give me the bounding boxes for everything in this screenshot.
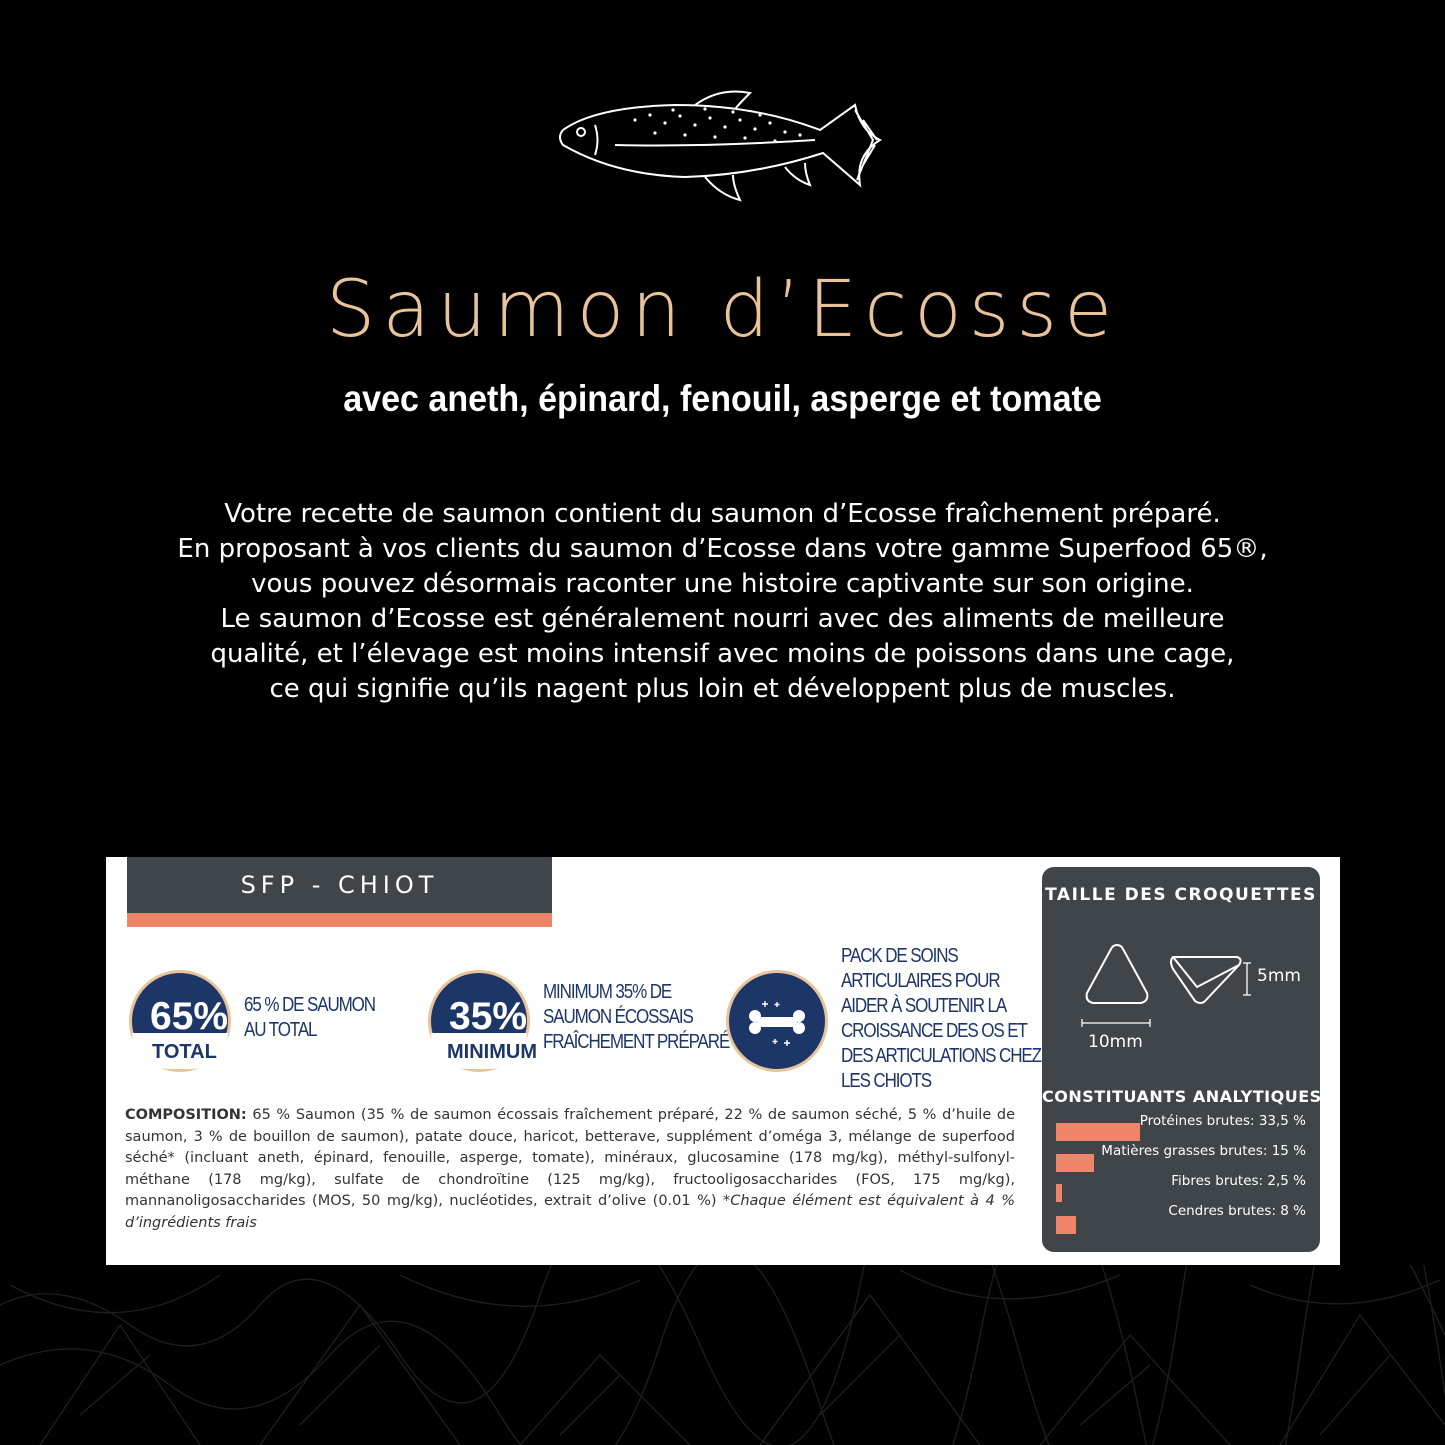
product-card bbox=[106, 857, 1340, 1265]
analytics-bar bbox=[1056, 1123, 1140, 1141]
page-title: Saumon d’Ecosse bbox=[325, 265, 1120, 355]
product-tab-label: SFP - CHIOT bbox=[240, 871, 439, 899]
analytics-bar bbox=[1056, 1184, 1062, 1202]
badge-caption: TOTAL bbox=[152, 1041, 217, 1063]
kibble-width-label: 10mm bbox=[1088, 1032, 1143, 1052]
triangle-kibble-icon bbox=[1077, 937, 1157, 1017]
badge-value: 35% bbox=[449, 995, 528, 1038]
kibble-side-icon bbox=[1167, 947, 1247, 1017]
description-line: En proposant à vos clients du saumon d’Ecosse dans votre gamme Superfood 65®, bbox=[177, 534, 1268, 564]
width-dimension-line bbox=[1081, 1018, 1151, 1028]
description-line: Le saumon d’Ecosse est généralement nourri avec des aliments de meilleure bbox=[220, 604, 1225, 634]
analytics-row-label: Fibres brutes: 2,5 % bbox=[1171, 1173, 1306, 1189]
description-line: ce qui signifie qu’ils nagent plus loin et développent plus de muscles. bbox=[269, 674, 1176, 704]
badge-35-minimum bbox=[428, 970, 537, 1072]
description-line: vous pouvez désormais raconter une histoire captivante sur son origine. bbox=[251, 569, 1194, 599]
feature-text: PACK DE SOINS ARTICULAIRES POUR AIDER À SOUTENIR LA CROISSANCE DES OS ET DES ARTICULATIONS CHEZ LES CHIOTS bbox=[841, 945, 1041, 1092]
composition-text bbox=[125, 1105, 1015, 1234]
description-line: Votre recette de saumon contient du saumon d’Ecosse fraîchement préparé. bbox=[224, 499, 1221, 529]
height-dimension-line bbox=[1242, 962, 1252, 996]
badge-65-total bbox=[129, 970, 231, 1072]
badge-caption: MINIMUM bbox=[447, 1041, 537, 1063]
kibble-analytics-panel bbox=[1042, 867, 1320, 1252]
description bbox=[0, 497, 1445, 707]
kibble-height-label: 5mm bbox=[1257, 966, 1301, 986]
description-line: qualité, et l’élevage est moins intensif avec moins de poissons dans une cage, bbox=[210, 639, 1235, 669]
kibble-size-heading: TAILLE DES CROQUETTES bbox=[1045, 885, 1317, 905]
background-line-art bbox=[0, 1265, 1445, 1445]
badge-value: 65% bbox=[150, 995, 229, 1038]
analytics-row-label: Matières grasses brutes: 15 % bbox=[1101, 1143, 1306, 1159]
tab-accent-stripe bbox=[127, 913, 552, 927]
analytics-row-label: Cendres brutes: 8 % bbox=[1168, 1203, 1306, 1219]
product-tab bbox=[127, 857, 552, 913]
analytics-bar bbox=[1056, 1154, 1094, 1172]
joint-care-badge bbox=[726, 970, 828, 1072]
salmon-illustration bbox=[555, 85, 890, 210]
composition-body: 65 % Saumon (35 % de saumon écossais fraîchement préparé, 22 % de saumon séché, 5 % d’huile de saumon, 3 % de bouillon de saumon), patate douce, haricot, betterave, supplément d’oméga 3, mélange de superfood séché* (incluant aneth, épinard, fenouille, asperge, tomate), minéraux, glucosamine (178 mg/kg), méthyl-sulfonyl-méthane (178 mg/kg), sulfate de chondroïtine (125 mg/kg), fructooligosaccharides (FOS, 175 mg/kg), mannanoligosaccharides (MOS, 50 mg/kg), nucléotides, extrait d’olive (0.01 %) bbox=[125, 1107, 1015, 1209]
analytics-heading: CONSTITUANTS ANALYTIQUES bbox=[1042, 1087, 1322, 1106]
composition-note: *Chaque élément est équivalent à 4 % d’ingrédients frais bbox=[125, 1193, 1015, 1231]
analytics-row-label: Protéines brutes: 33,5 % bbox=[1139, 1113, 1306, 1129]
analytics-bar bbox=[1056, 1216, 1076, 1234]
bone-icon bbox=[729, 973, 825, 1069]
composition-label: COMPOSITION: bbox=[125, 1107, 247, 1123]
feature-text: MINIMUM 35% DE SAUMON ÉCOSSAIS FRAÎCHEMENT PRÉPARÉ bbox=[543, 981, 730, 1053]
page-subtitle: avec aneth, épinard, fenouil, asperge et tomate bbox=[343, 378, 1102, 419]
feature-text: 65 % DE SAUMON AU TOTAL bbox=[244, 994, 375, 1041]
